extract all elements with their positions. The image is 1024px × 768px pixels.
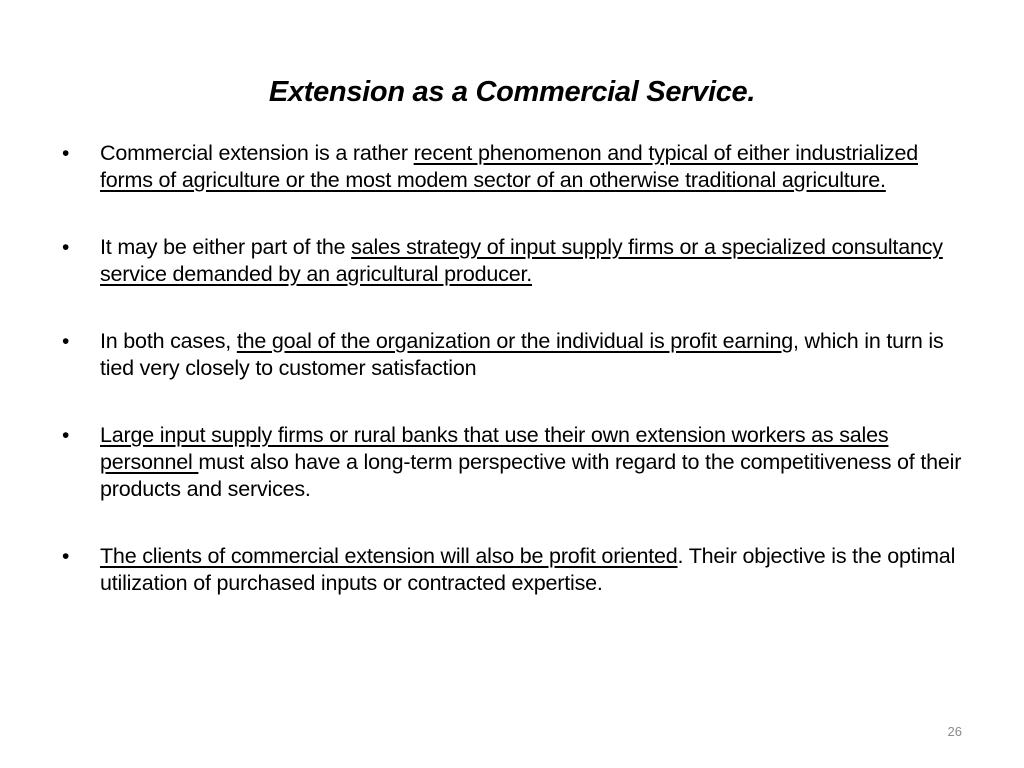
bullet-1-text-1: Commercial extension is a rather <box>100 141 414 165</box>
bullet-list <box>62 140 962 637</box>
bullet-2-text-1: It may be either part of the <box>100 235 352 259</box>
bullet-3-text-1: In both cases, <box>100 329 237 353</box>
bullet-item-4 <box>62 422 962 503</box>
slide-title: Extension as a Commercial Service. <box>268 76 756 108</box>
bullet-5-underlined-text: The clients of commercial extension will also be profit oriented <box>100 544 678 568</box>
bullet-3-underlined-text: the goal of the organization or the individual is profit earning <box>236 329 793 353</box>
bullet-dot-icon: • <box>62 236 70 259</box>
bullet-4-underlined-text: Large input supply firms or rural banks that use their own extension workers as sales personnel <box>100 423 889 474</box>
bullet-dot-icon: • <box>62 330 70 353</box>
bullet-dot-icon: • <box>62 142 70 165</box>
bullet-dot-icon: • <box>62 424 70 447</box>
bullet-item-2 <box>62 234 962 288</box>
bullet-1-underlined-text: recent phenomenon and typical of either industrialized forms of agriculture or the most modem sector of an otherwise traditional agriculture. <box>100 141 918 192</box>
page-number: 26 <box>947 724 962 739</box>
bullet-dot-icon: • <box>62 545 70 568</box>
bullet-3-text-2: , which in turn is tied very closely to customer satisfaction <box>100 329 944 380</box>
bullet-item-3 <box>62 328 962 382</box>
bullet-5-text-1: . Their objective is the optimal utilization of purchased inputs or contracted expertise. <box>100 544 956 595</box>
bullet-item-5 <box>62 543 962 597</box>
bullet-item-1 <box>62 140 962 194</box>
bullet-2-underlined-text: sales strategy of input supply firms or a specialized consultancy service demanded by an agricultural producer. <box>100 235 943 286</box>
bullet-4-text-1: must also have a long-term perspective with regard to the competitiveness of their products and services. <box>100 450 962 501</box>
